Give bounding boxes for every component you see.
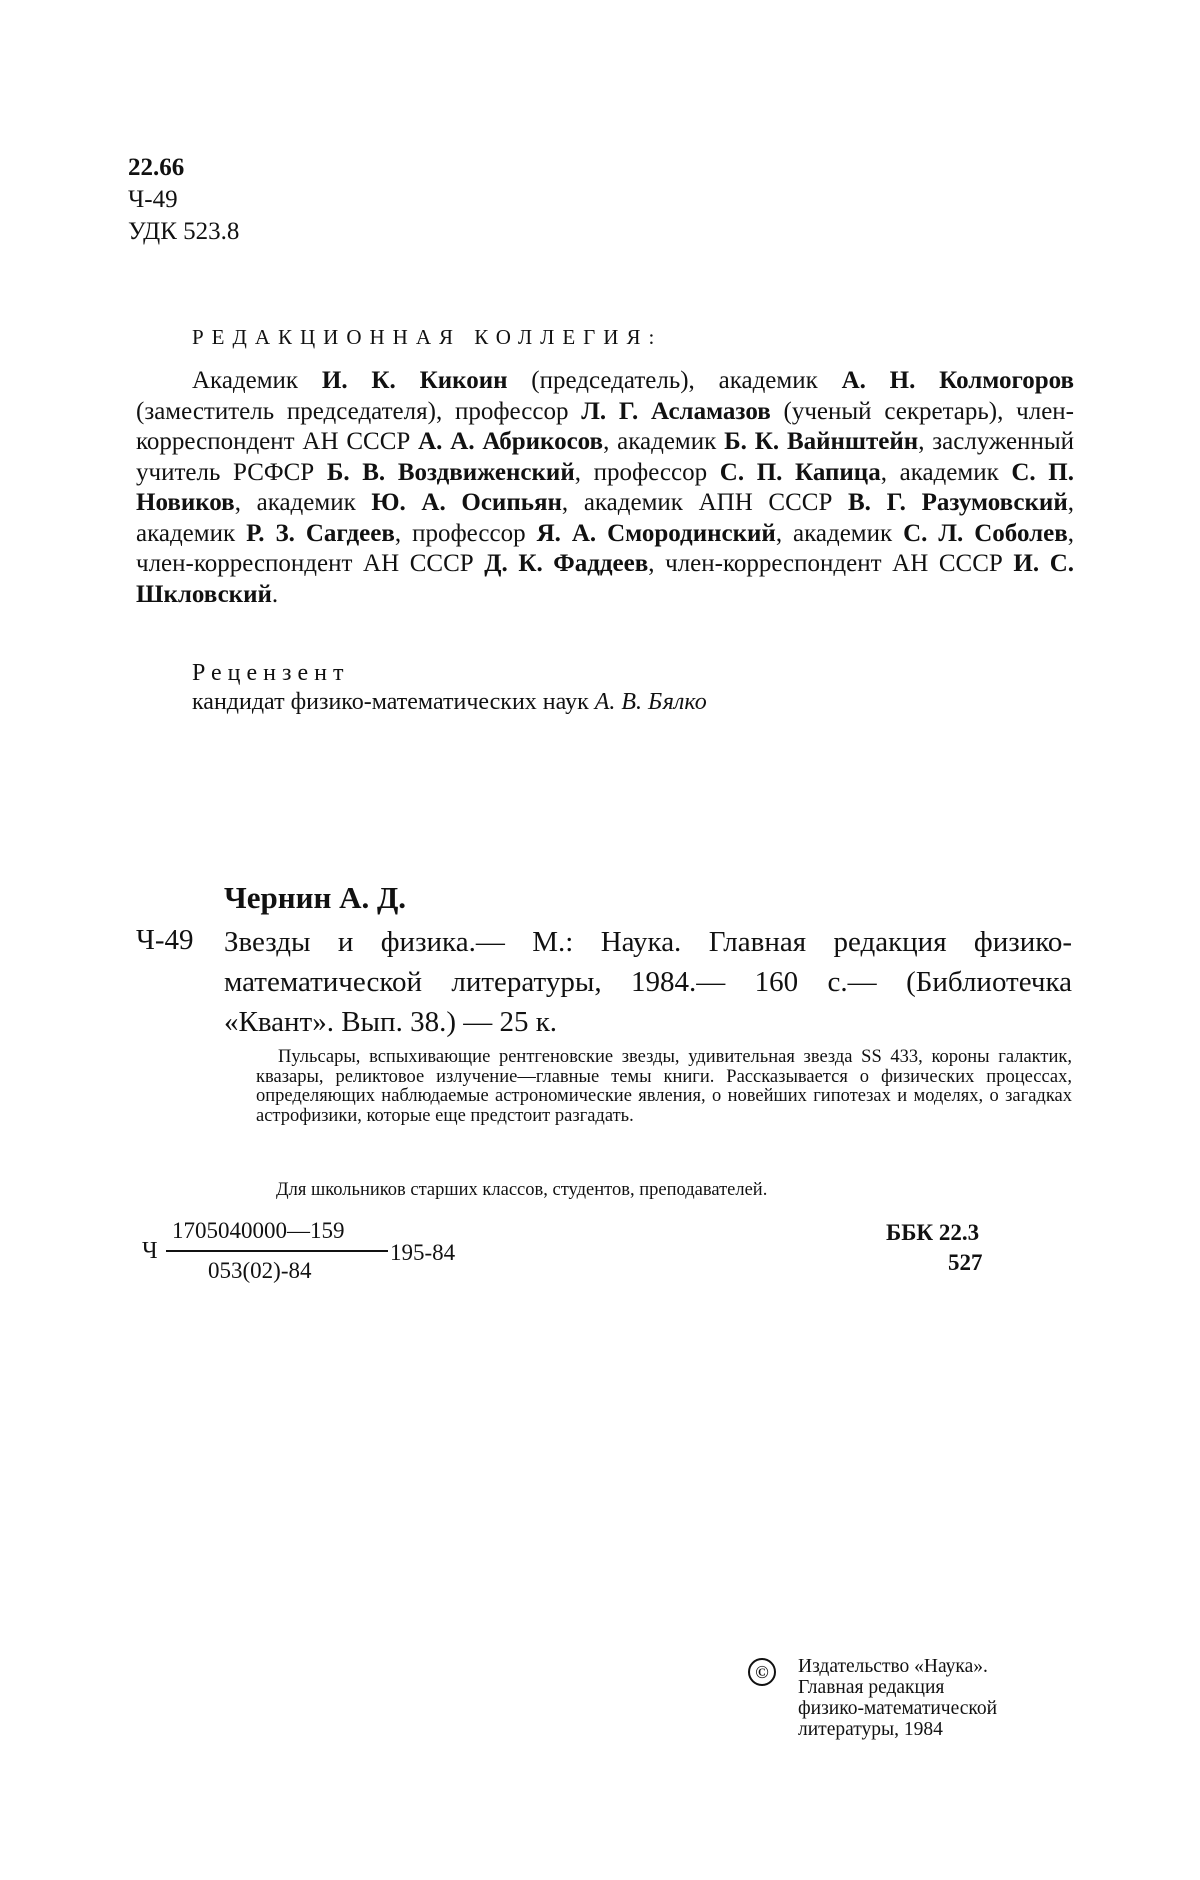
board-member-role: . bbox=[271, 580, 279, 608]
board-member-name: И. С. Шкловский bbox=[136, 550, 1074, 608]
bibliographic-entry: Звезды и физика.— М.: Наука. Главная редакция физико-математической литературы, 1984.— 160 с.— (Библиотечка «Квант». Вып. 38.) — 25 к. bbox=[224, 926, 1072, 1038]
board-member-role: , академик АПН СССР bbox=[561, 489, 848, 516]
board-member-role: , академик bbox=[234, 489, 372, 516]
catalog-numerator: 1705040000—159 bbox=[172, 1218, 345, 1243]
catalog-suffix: 195-84 bbox=[390, 1240, 456, 1265]
board-member-name: Я. А. Смородинский bbox=[536, 519, 776, 547]
board-member-name: Р. З. Сагдеев bbox=[246, 519, 395, 547]
copyright-icon: © bbox=[748, 1658, 776, 1686]
copyright-notice bbox=[798, 1656, 997, 1740]
reviewer-title: кандидат физико-математических наук bbox=[192, 689, 595, 715]
copyright-line: Главная редакция bbox=[798, 1677, 945, 1698]
book-author: Чернин А. Д. bbox=[224, 880, 407, 915]
udk-code: УДК 523.8 bbox=[128, 218, 240, 245]
board-member-role: , академик bbox=[880, 458, 1012, 486]
target-audience: Для школьников старших классов, студентов, преподавателей. bbox=[276, 1180, 768, 1200]
bibliographic-code: Ч-49 bbox=[136, 924, 194, 956]
board-member-role: (заместитель председателя), профессор bbox=[136, 397, 582, 425]
board-member-role: , член-корреспондент АН СССР bbox=[648, 550, 1014, 577]
board-member-name: Л. Г. Асламазов bbox=[581, 397, 771, 425]
board-member-name: С. Л. Соболев bbox=[903, 519, 1068, 547]
reviewer-line bbox=[192, 689, 707, 716]
board-member-name: Ю. А. Осипьян bbox=[371, 489, 562, 516]
editorial-board-members bbox=[136, 366, 1074, 610]
board-member-name: А. Н. Колмогоров bbox=[841, 367, 1074, 394]
board-member-name: В. Г. Разумовский bbox=[848, 489, 1068, 516]
board-member-name: С. П. Капица bbox=[719, 458, 881, 486]
bbk-code: ББК 22.3 bbox=[886, 1220, 980, 1245]
bbk-number: 527 bbox=[948, 1250, 983, 1275]
board-member-name: Д. К. Фаддеев bbox=[484, 550, 649, 577]
editorial-board-heading: РЕДАКЦИОННАЯ КОЛЛЕГИЯ: bbox=[192, 325, 663, 349]
bbk-index: 22.66 bbox=[128, 154, 185, 181]
classification-block bbox=[128, 152, 239, 248]
board-member-role: Академик bbox=[192, 367, 322, 394]
board-member-role: , член-корреспондент АН СССР bbox=[136, 519, 1075, 577]
board-member-name: Б. К. Вайнштейн bbox=[724, 428, 919, 455]
board-member-role: , академик bbox=[775, 519, 904, 547]
board-member-name: С. П. Новиков bbox=[136, 458, 1074, 516]
board-member-name: И. К. Кикоин bbox=[321, 367, 508, 394]
board-member-role: , профессор bbox=[394, 519, 537, 547]
reviewer-name: А. В. Бялко bbox=[594, 689, 707, 715]
fraction-line bbox=[166, 1250, 388, 1252]
board-member-role: (председатель), академик bbox=[507, 367, 842, 394]
board-member-role: , академик bbox=[603, 428, 725, 455]
copyright-line: литературы, 1984 bbox=[798, 1719, 943, 1740]
catalog-denominator: 053(02)-84 bbox=[208, 1258, 312, 1283]
board-member-role: , профессор bbox=[574, 458, 720, 486]
author-mark: Ч-49 bbox=[128, 186, 178, 213]
board-member-name: А. А. Абрикосов bbox=[418, 428, 604, 455]
book-annotation: Пульсары, вспыхивающие рентгеновские звезды, удивительная звезда SS 433, короны галактик, квазары, реликтовое излучение—главные темы книги. Рассказывается о физических процессах, определяющих наблюдаемые астрономические явления, о новейших гипотезах и моделях, о загадках астрофизики, которые еще предстоит разгадать. bbox=[256, 1047, 1072, 1126]
board-member-name: Б. В. Воздвиженский bbox=[326, 458, 575, 486]
copyright-line: Издательство «Наука». bbox=[798, 1656, 988, 1677]
catalog-prefix: Ч bbox=[142, 1238, 158, 1264]
copyright-line: физико-математической bbox=[798, 1698, 998, 1719]
board-member-role: (ученый секретарь), член-корреспондент АН СССР bbox=[136, 397, 1074, 455]
board-member-role: , заслуженный учитель РСФСР bbox=[136, 428, 1074, 486]
reviewer-heading: Рецензент bbox=[192, 660, 350, 686]
board-member-role: , академик bbox=[136, 489, 1074, 547]
